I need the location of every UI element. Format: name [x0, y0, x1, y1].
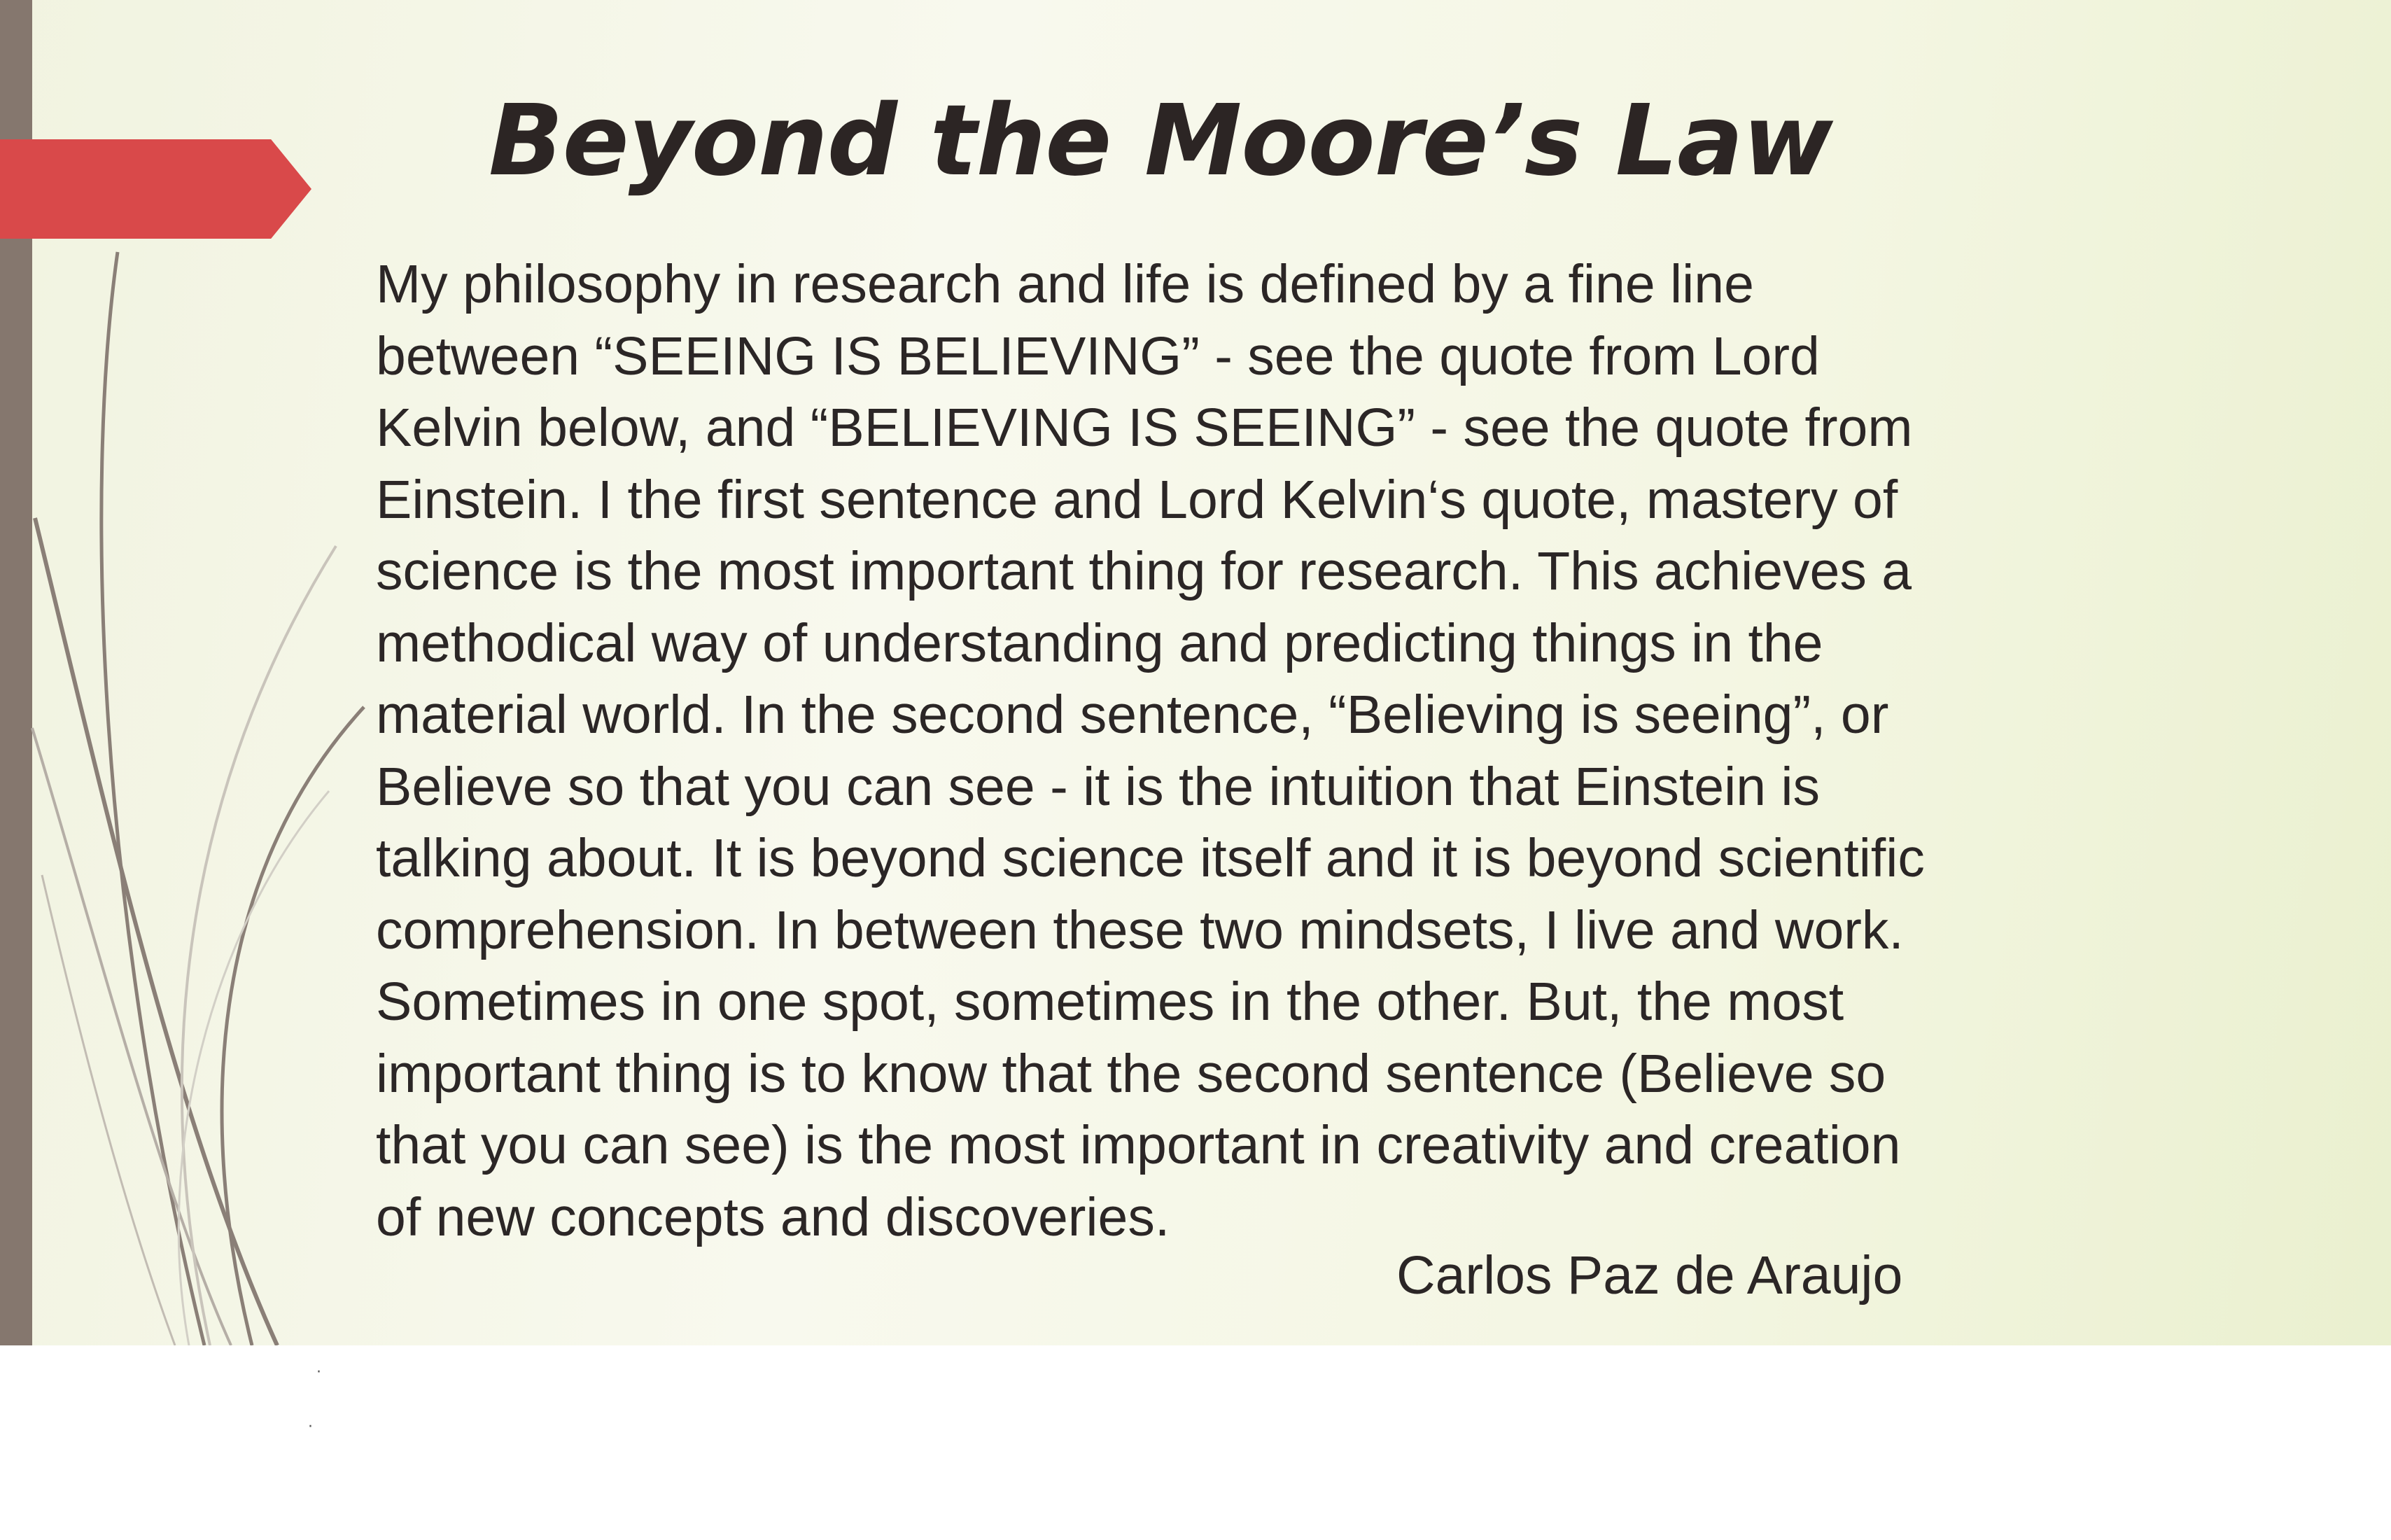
paragraph-line: comprehension. In between these two mindsets, I live and work.	[376, 899, 1904, 960]
paragraph-line: Kelvin below, and “BELIEVING IS SEEING” - see the quote from	[376, 398, 1913, 458]
scan-speck: ·	[316, 1364, 321, 1381]
paragraph-line: between “SEEING IS BELIEVING” - see the quote from Lord	[376, 326, 1820, 386]
paragraph-line: that you can see) is the most important in creativity and creation	[376, 1115, 1901, 1175]
paragraph-line: Believe so that you can see - it is the intuition that Einstein is	[376, 756, 1821, 817]
scan-speck: ·	[308, 1418, 313, 1436]
paragraph-line: science is the most important thing for research. This achieves a	[376, 541, 1912, 601]
paragraph-line: talking about. It is beyond science itself and it is beyond scientific	[376, 828, 1925, 888]
paragraph-line: methodical way of understanding and predicting things in the	[376, 612, 1823, 673]
paragraph-line: Sometimes in one spot, sometimes in the other. But, the most	[376, 972, 1844, 1032]
slide-title-text: Beyond the Moore’s Law	[489, 84, 1832, 198]
author-signature: Carlos Paz de Araujo	[1396, 1245, 1903, 1306]
paragraph-line: important thing is to know that the second sentence (Believe so	[376, 1043, 1886, 1104]
paragraph-line: My philosophy in research and life is defined by a fine line	[376, 254, 1754, 314]
paragraph-line: Einstein. I the first sentence and Lord Kelvin‘s quote, mastery of	[376, 469, 1898, 530]
paragraph-line: material world. In the second sentence, “Believing is seeing”, or	[376, 685, 1889, 745]
philosophy-paragraph	[376, 248, 2126, 1253]
paragraph-line: of new concepts and discoveries.	[376, 1186, 1170, 1247]
slide-title	[0, 84, 2391, 198]
